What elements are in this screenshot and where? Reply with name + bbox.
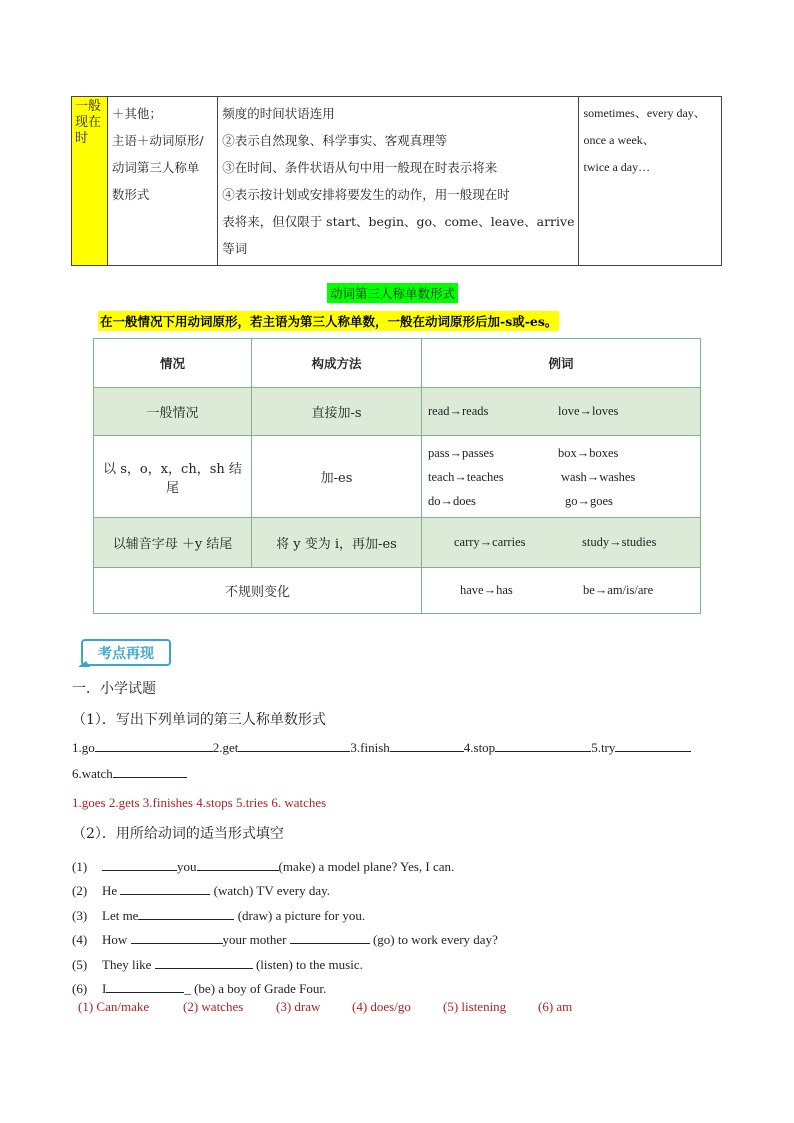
blank-item: 6.watch <box>72 766 113 781</box>
exercise-line: (1) you (make) a model plane? Yes, I can. <box>72 859 455 874</box>
section-heading: 一．小学试题 <box>72 681 156 697</box>
example-word: go→goes <box>565 493 613 508</box>
exercise-line: (3) Let me (draw) a picture for you. <box>72 907 366 923</box>
answer-item: (1) Can/make <box>78 999 150 1014</box>
blank-item: 1.go <box>72 740 95 755</box>
case-cell: 一般情况 <box>94 388 252 436</box>
example-word: do→does <box>428 493 476 508</box>
method-cell: 将 y 变为 i，再加-es <box>252 518 422 568</box>
examples-cell <box>422 518 701 568</box>
example-word: carry→carries <box>454 535 526 549</box>
tense-table <box>71 96 722 266</box>
question2-list <box>72 855 498 1001</box>
structure-line: 动词第三人称单 <box>111 160 200 175</box>
structure-line: ＋其他； <box>111 106 162 121</box>
method-cell: 加-es <box>252 436 422 518</box>
example-word: read→reads <box>428 404 489 418</box>
blank-item: 5.try <box>591 740 616 755</box>
header-method: 构成方法 <box>252 339 422 388</box>
signal-line: sometimes、every day、 <box>583 106 706 120</box>
usage-line: 等词 <box>222 241 248 256</box>
example-word: study→studies <box>582 535 657 549</box>
exercise-line: (5) They like (listen) to the music. <box>72 956 363 972</box>
example-word: be→am/is/are <box>583 583 654 597</box>
blank-item: 3.finish <box>350 740 390 755</box>
answer-item: (4) does/go <box>352 999 411 1014</box>
third-person-table <box>93 338 701 614</box>
blank-item: 4.stop <box>463 740 496 755</box>
usage-line: ③在时间、条件状语从句中用一般现在时表示将来 <box>222 160 498 175</box>
examples-cell <box>422 388 701 436</box>
examples-cell <box>422 436 701 518</box>
question2-answers <box>78 999 572 1015</box>
question1-title: （1）．写出下列单词的第三人称单数形式 <box>72 712 326 728</box>
usage-line: ②表示自然现象、科学事实、客观真理等 <box>222 133 448 148</box>
case-cell: 以辅音字母 ＋y 结尾 <box>94 518 252 568</box>
question1-answer: 1.goes 2.gets 3.finishes 4.stops 5.tries 6. watches <box>72 795 327 810</box>
example-word: love→loves <box>558 404 619 418</box>
usage-line: 频度的时间状语连用 <box>222 106 335 121</box>
structure-cell <box>107 97 217 266</box>
exam-point-badge <box>76 637 172 669</box>
header-case: 情况 <box>94 339 252 388</box>
answer-item: (2) watches <box>183 999 244 1014</box>
structure-line: 数形式 <box>111 187 150 202</box>
exercise-line: (4) How your mother (go) to work every day? <box>72 932 498 948</box>
question2-title: （2）．用所给动词的适当形式填空 <box>72 826 284 842</box>
exercise-line: (6) I _ (be) a boy of Grade Four. <box>72 981 327 997</box>
method-cell: 直接加-s <box>252 388 422 436</box>
example-word: wash→washes <box>561 469 636 484</box>
section-title: 动词第三人称单数形式 <box>327 283 458 303</box>
answer-item: (3) draw <box>276 999 321 1014</box>
usage-line: 表将来，但仅限于 start、begin、go、come、leave、arrive <box>222 214 575 229</box>
case-cell: 以 s，o，x，ch，sh 结尾 <box>94 436 252 518</box>
badge-text: 考点再现 <box>98 646 154 662</box>
usage-cell <box>218 97 579 266</box>
example-word: box→boxes <box>558 445 619 460</box>
example-word: teach→teaches <box>428 469 504 484</box>
signal-line: once a week、 <box>583 133 655 147</box>
usage-line: ④表示按计划或安排将要发生的动作，用一般现在时 <box>222 187 510 202</box>
signal-line: twice a day… <box>583 160 651 174</box>
example-word: pass→passes <box>428 445 494 460</box>
structure-line: 主语＋动词原形/ <box>111 133 204 148</box>
answer-item: (6) am <box>538 999 573 1014</box>
examples-cell <box>422 568 701 614</box>
rule-note: 在一般情况下用动词原形，若主语为第三人称单数，一般在动词原形后加-s或-es。 <box>98 311 559 331</box>
header-examples: 例词 <box>422 339 701 388</box>
answer-item: (5) listening <box>443 999 507 1014</box>
example-word: have→has <box>460 583 513 597</box>
signal-words-cell <box>579 97 722 266</box>
blank-item: 2.get <box>212 740 239 755</box>
exercise-line: (2) He (watch) TV every day. <box>72 883 331 899</box>
tense-cell: 一般现在时 <box>72 97 108 266</box>
case-cell: 不规则变化 <box>94 568 422 614</box>
question1-blanks <box>72 740 722 782</box>
